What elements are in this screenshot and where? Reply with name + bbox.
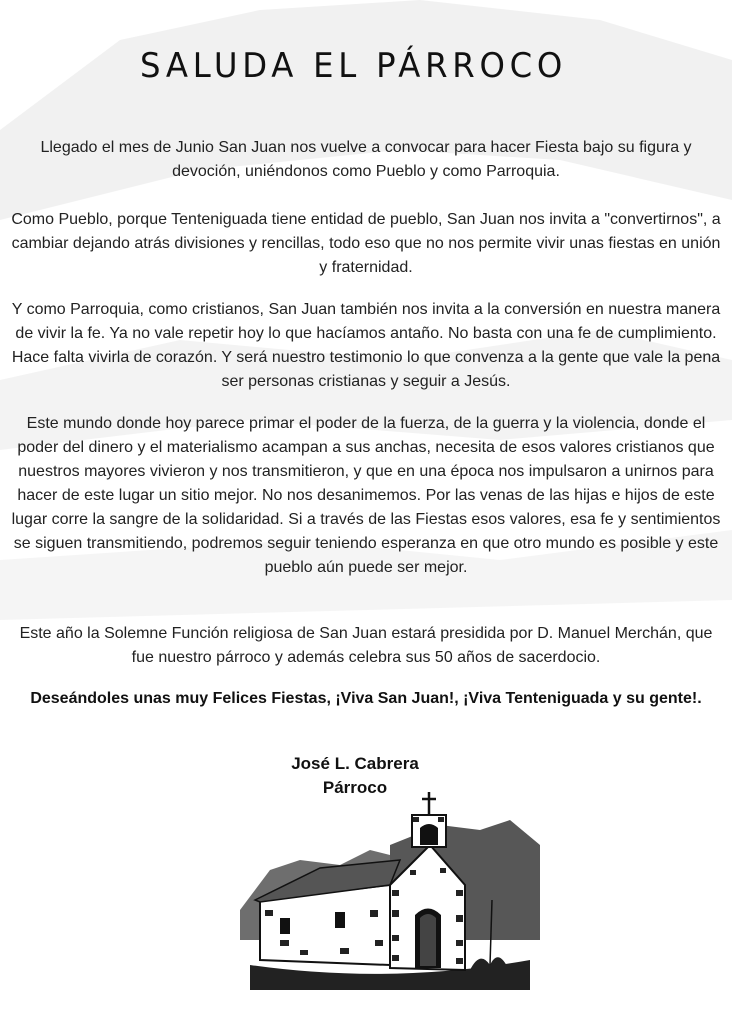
paragraph-intro: Llegado el mes de Junio San Juan nos vuelve a convocar para hacer Fiesta bajo su figura y devoción, uniéndonos como Pueblo y como Parroquia. — [40, 139, 692, 180]
church-illustration — [240, 790, 540, 990]
paragraph-mundo: Este mundo donde hoy parece primar el poder de la fuerza, de la guerra y la violencia, donde el poder del dinero y el materialismo acampan a sus anchas, necesita de esos valores cristianos que nuestros mayores vivieron y nos transmitieron, y que en una época nos impulsaron a unirnos para hacer de este lugar un sitio mejor. No nos desanimemos. Por las venas de las hijas e hijos de este lugar corre la sangre de la solidaridad. Si a través de las Fiestas esos valores, esa fe y sentimientos se siguen transmitiendo, podremos seguir teniendo esperanza en que otro mundo es posible y este pueblo aún puede ser mejor. — [11, 415, 721, 576]
signature-name: José L. Cabrera — [291, 754, 419, 773]
paragraph-funcion: Este año la Solemne Función religiosa de San Juan estará presidida por D. Manuel Merchán, que fue nuestro párroco y además celebra sus 50 años de sacerdocio. — [19, 625, 713, 666]
paragraph-pueblo: Como Pueblo, porque Tenteniguada tiene entidad de pueblo, San Juan nos invita a "convertirnos", a cambiar dejando atrás divisiones y rencillas, todo eso que no nos permite vivir unas fiestas en unión y fraternidad. — [11, 211, 721, 276]
closing-greeting: Deseándoles unas muy Felices Fiestas, ¡Viva San Juan!, ¡Viva Tenteniguada y su gente!. — [30, 690, 702, 707]
signature-role: Párroco — [322, 778, 388, 797]
page-title: SALUDA EL PÁRROCO — [140, 46, 568, 86]
paragraph-parroquia: Y como Parroquia, como cristianos, San Juan también nos invita a la conversión en nuestra manera de vivir la fe. Ya no vale repetir hoy lo que hacíamos antaño. No basta con una fe de cumplimiento. Hace falta vivirla de corazón. Y será nuestro testimonio lo que convenza a la gente que vale la pena ser personas cristianas y seguir a Jesús. — [11, 301, 721, 390]
